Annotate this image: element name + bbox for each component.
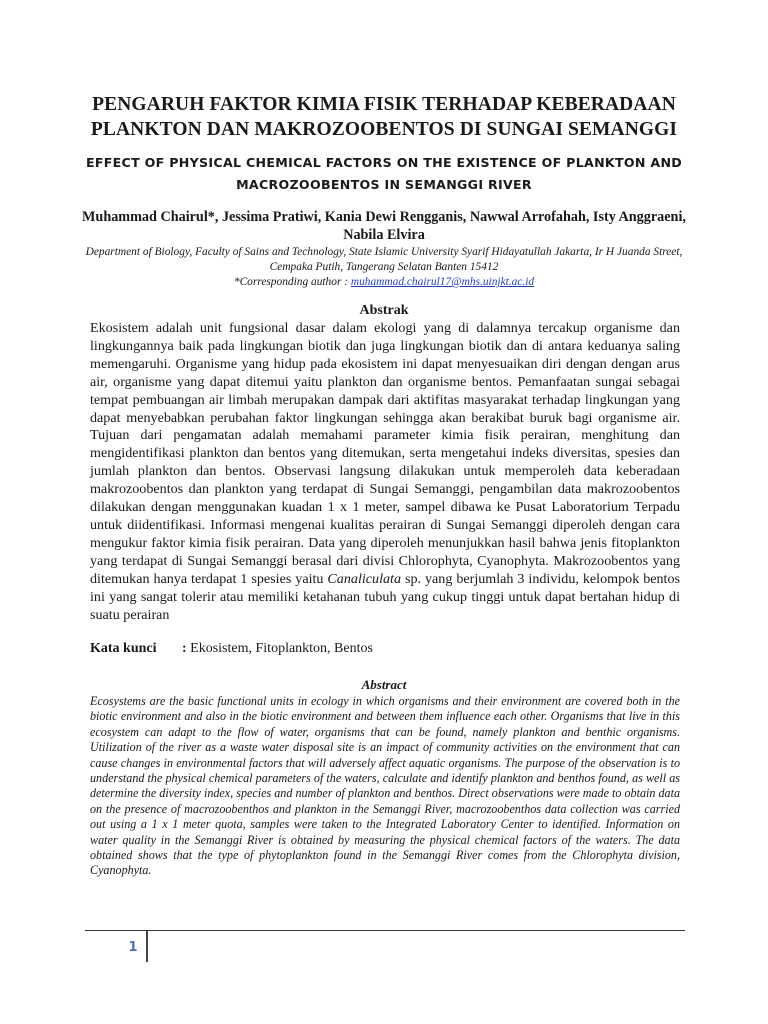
keywords-label: Kata kunci	[90, 641, 157, 656]
affiliation-text: Department of Biology, Faculty of Sains and Technology, State Islamic University Syarif Hidayatullah Jakarta, Ir H Juanda Street, Cempaka Putih, Tangerang Selatan Banten 15412	[85, 246, 683, 273]
keywords-line	[90, 641, 680, 657]
author-list: Muhammad Chairul*, Jessima Pratiwi, Kania Dewi Rengganis, Nawwal Arrofahah, Isty Anggraeni, Nabila Elvira	[82, 209, 686, 243]
corresponding-email-link[interactable]: muhammad.chairul17@mhs.uinjkt.ac.id	[350, 276, 535, 288]
abstrak-heading: Abstrak	[359, 303, 409, 318]
paper-title-english: EFFECT OF PHYSICAL CHEMICAL FACTORS ON THE EXISTENCE OF PLANKTON AND MACROZOOBENTOS IN SEMANGGI RIVER	[85, 155, 683, 192]
abstract-heading: Abstract	[361, 677, 407, 692]
keywords-colon: :	[182, 641, 191, 656]
corresponding-author-label: *Corresponding author :	[233, 276, 351, 288]
page-number: 1	[128, 940, 138, 955]
abstrak-text-part2: sp. yang berjumlah 3 individu, kelompok bentos ini yang sangat tolerir atau memiliki ketahanan tubuh yang cukup tinggi untuk dapat bertahan hidup di suatu perairan	[90, 570, 680, 623]
paper-title-indonesian: PENGARUH FAKTOR KIMIA FISIK TERHADAP KEBERADAAN PLANKTON DAN MAKROZOOBENTOS DI SUNGAI SEMANGGI	[90, 94, 678, 140]
abstrak-species-name: Canaliculata	[327, 570, 402, 587]
abstract-body: Ecosystems are the basic functional units in ecology in which organisms and their environment are covered both in the biotic environment and also in the biotic environment and between them influence each other. Organisms that live in this ecosystem can adapt to the flow of water, organisms that can be found, namely plankton and benthic organisms. Utilization of the river as a waste water disposal site is an impact of community activities on the environment that can cause changes in environmental factors that will adversely affect aquatic organisms. The purpose of the observation is to understand the physical chemical parameters of the waters, calculate and identify plankton and benthos found, as well as determine the diversity index, species and number of plankton and benthos. Direct observations were made to obtain data on the presence of macrozoobenthos and plankton in the Semanggi River, macrozoobenthos data collection was carried out using a 1 x 1 meter quota, samples were taken to the Integrated Laboratory Center to identified. Information on water quality in the Semanggi River is obtained by measuring the physical chemical factors of the waters. The data obtained shows that the type of phytoplankton found in the Semanggi River comes from the Chlorophyta division, Cyanophyta.	[90, 694, 680, 878]
abstrak-text-part1: Ekosistem adalah unit fungsional dasar dalam ekologi yang di dalamnya tercakup organisme dan lingkungannya baik pada lingkungan biotik dan juga lingkungan biotik dan di antara keduanya saling memengaruhi. Organisme yang hidup pada ekosistem ini dapat menyesuaikan diri dengan dengan arus air, organisme yang dapat ditemui yaitu plankton dan organisme bentos. Pemanfaatan sungai sebagai tempat pembuangan air limbah merupakan dampak dari aktifitas masyarakat terhadap lingkungan yang dapat menyebabkan perubahan faktor lingkungan sehingga akan berakibat buruk bagi organisme air. Tujuan dari pengamatan adalah memahami parameter kimia fisik perairan, menghitung dan mengidentifikasi plankton dan bentos yang ditemukan, serta mengetahui indeks diversitas, spesies dan jumlah plankton dan bentos. Observasi langsung dilakukan untuk memperoleh data keberadaan makrozoobentos dan plankton yang terdapat di Sungai Semanggi, pengambilan data makrozoobentos dilakukan dengan menggunakan kuadan 1 x 1 meter, sampel dibawa ke Pusat Laboratorium Terpadu untuk diidentifikasi. Informasi mengenai kualitas perairan di Sungai Semanggi diperoleh dengan cara mengukur faktor kimia fisik perairan. Data yang diperoleh menunjukkan hasil bahwa jenis fitoplankton yang terdapat di Sungai Semanggi berasal dari divisi Chlorophyta, Cyanophyta. Makrozoobentos yang ditemukan hanya terdapat 1 spesies yaitu	[90, 320, 680, 587]
keywords-value: Ekosistem, Fitoplankton, Bentos	[190, 641, 373, 656]
abstrak-body	[90, 320, 680, 624]
affiliation-block	[80, 245, 688, 290]
footer-divider	[85, 930, 685, 931]
footer-vertical-bar	[146, 930, 148, 962]
